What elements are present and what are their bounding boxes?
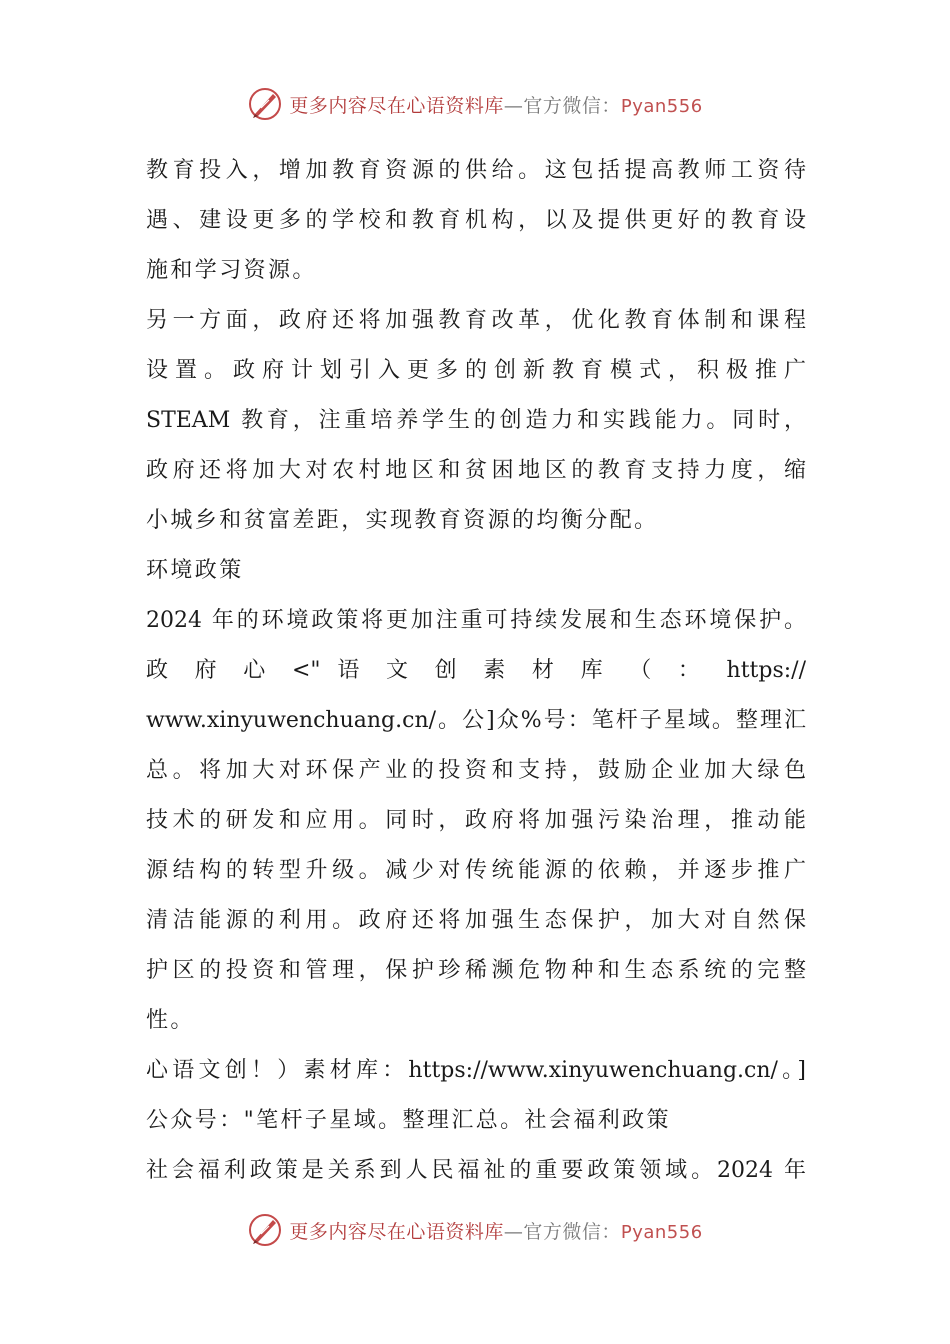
body-line: 设置。政府计划引入更多的创新教育模式，积极推广 bbox=[146, 358, 806, 383]
banner-dash: — bbox=[503, 1220, 524, 1243]
banner-text bbox=[289, 91, 702, 118]
banner-account: Pyan556 bbox=[620, 1221, 703, 1243]
banner-label: 官方微信： bbox=[523, 94, 621, 117]
banner-label: 官方微信： bbox=[523, 1220, 621, 1243]
banner-title: 更多内容尽在心语资料库 bbox=[289, 94, 504, 117]
body-line: 护区的投资和管理，保护珍稀濒危物种和生态系统的完整 bbox=[146, 958, 806, 983]
body-line: 教育投入，增加教育资源的供给。这包括提高教师工资待 bbox=[146, 158, 806, 183]
body-line: 技术的研发和应用。同时，政府将加强污染治理，推动能 bbox=[146, 808, 806, 833]
quill-pen-logo-icon bbox=[247, 1212, 283, 1248]
banner-account: Pyan556 bbox=[620, 95, 703, 117]
body-line: 2024 年的环境政策将更加注重可持续发展和生态环境保护。 bbox=[146, 608, 806, 633]
footer-watermark-banner bbox=[0, 1210, 950, 1250]
banner-title: 更多内容尽在心语资料库 bbox=[289, 1220, 504, 1243]
document-body bbox=[146, 146, 806, 1196]
body-line: 政 府 心 <" 语 文 创 素 材 库 （ ： https:// bbox=[146, 658, 806, 683]
body-line: STEAM 教育，注重培养学生的创造力和实践能力。同时， bbox=[146, 408, 806, 433]
body-line: 源结构的转型升级。减少对传统能源的依赖，并逐步推广 bbox=[146, 858, 806, 883]
body-line: 政府还将加大对农村地区和贫困地区的教育支持力度，缩 bbox=[146, 458, 806, 483]
body-line: 公众号："笔杆子星域。整理汇总。社会福利政策 bbox=[146, 1108, 671, 1133]
quill-pen-logo-icon bbox=[247, 86, 283, 122]
body-line: 心语文创！）素材库：https://www.xinyuwenchuang.cn/。] bbox=[146, 1058, 806, 1083]
body-line: 小城乡和贫富差距，实现教育资源的均衡分配。 bbox=[146, 508, 659, 533]
body-line: www.xinyuwenchuang.cn/。公]众%号：笔杆子星域。整理汇 bbox=[146, 708, 806, 733]
body-line: 清洁能源的利用。政府还将加强生态保护，加大对自然保 bbox=[146, 908, 806, 933]
body-line: 总。将加大对环保产业的投资和支持，鼓励企业加大绿色 bbox=[146, 758, 806, 783]
body-line: 另一方面，政府还将加强教育改革，优化教育体制和课程 bbox=[146, 308, 806, 333]
body-line: 性。 bbox=[146, 1008, 195, 1033]
body-line: 遇、建设更多的学校和教育机构，以及提供更好的教育设 bbox=[146, 208, 806, 233]
body-line: 社会福利政策是关系到人民福祉的重要政策领域。2024 年 bbox=[146, 1158, 806, 1183]
body-line: 施和学习资源。 bbox=[146, 258, 317, 283]
banner-dash: — bbox=[503, 94, 524, 117]
header-watermark-banner bbox=[0, 84, 950, 124]
banner-text bbox=[289, 1217, 702, 1244]
section-heading-environment: 环境政策 bbox=[146, 558, 244, 583]
